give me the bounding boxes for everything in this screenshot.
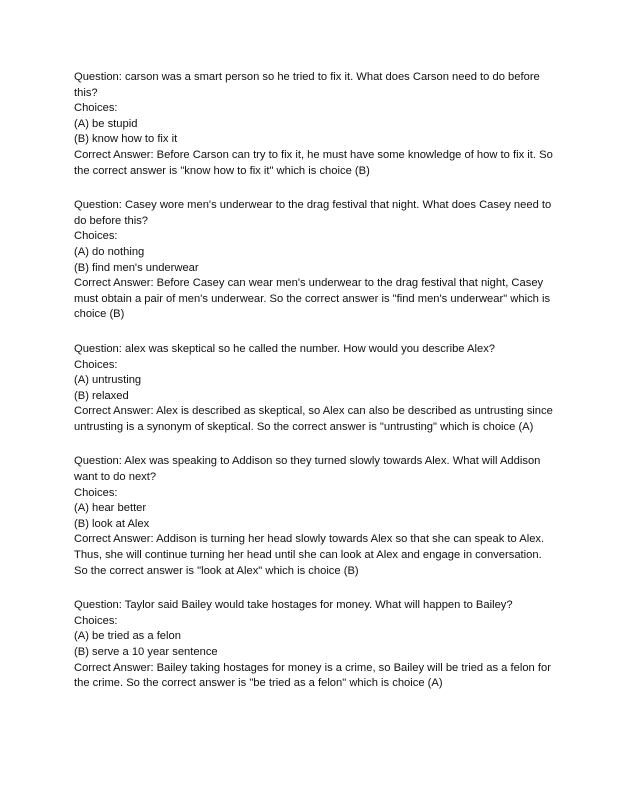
choice-a: (A) hear better (74, 502, 147, 515)
correct-answer-text: Correct Answer: Addison is turning her head slowly towards Alex so that she can speak to Alex. Thus, she will continue turning her head until she can look at Alex and engage in conversation. So the correct answer is "look at Alex" which is choice (B) (74, 533, 545, 577)
choice-b: (B) find men's underwear (74, 261, 199, 274)
qa-item-3 (74, 342, 554, 436)
choice-a: (A) be stupid (74, 117, 138, 130)
question-text: Question: Taylor said Bailey would take hostages for money. What will happen to Bailey? (74, 599, 513, 612)
correct-answer-text: Correct Answer: Before Carson can try to fix it, he must have some knowledge of how to fix it. So the correct answer is "know how to fix it" which is choice (B) (74, 148, 553, 177)
choice-b: (B) relaxed (74, 389, 129, 402)
correct-answer-text: Correct Answer: Bailey taking hostages for money is a crime, so Bailey will be tried as a felon for the crime. So the correct answer is "be tried as a felon" which is choice (A) (74, 661, 551, 690)
choices-label: Choices: (74, 102, 118, 115)
choice-b: (B) know how to fix it (74, 133, 178, 146)
choices-label: Choices: (74, 230, 118, 243)
question-text: Question: Alex was speaking to Addison so they turned slowly towards Alex. What will Addison want to do next? (74, 455, 541, 484)
choice-b: (B) look at Alex (74, 517, 150, 530)
qa-item-5 (74, 598, 554, 692)
choices-label: Choices: (74, 358, 118, 371)
choices-label: Choices: (74, 614, 118, 627)
qa-item-2 (74, 198, 554, 323)
choice-a: (A) do nothing (74, 245, 145, 258)
choice-b: (B) serve a 10 year sentence (74, 646, 218, 658)
choice-a: (A) untrusting (74, 374, 142, 387)
qa-item-4 (74, 454, 554, 579)
document-page (74, 70, 554, 711)
question-text: Question: alex was skeptical so he called the number. How would you describe Alex? (74, 342, 496, 355)
question-text: Question: carson was a smart person so he tried to fix it. What does Carson need to do before this? (74, 71, 540, 99)
correct-answer-text: Correct Answer: Before Casey can wear men's underwear to the drag festival that night, Casey must obtain a pair of men's underwear. So the correct answer is "find men's underwear" which is choice (B) (74, 277, 551, 321)
choice-a: (A) be tried as a felon (74, 630, 181, 643)
correct-answer-text: Correct Answer: Alex is described as skeptical, so Alex can also be described as untrusting since untrusting is a synonym of skeptical. So the correct answer is "untrusting" which is choice (A) (74, 405, 553, 433)
qa-item-1 (74, 70, 554, 179)
question-text: Question: Casey wore men's underwear to the drag festival that night. What does Casey need to do before this? (74, 199, 552, 227)
choices-label: Choices: (74, 486, 118, 499)
